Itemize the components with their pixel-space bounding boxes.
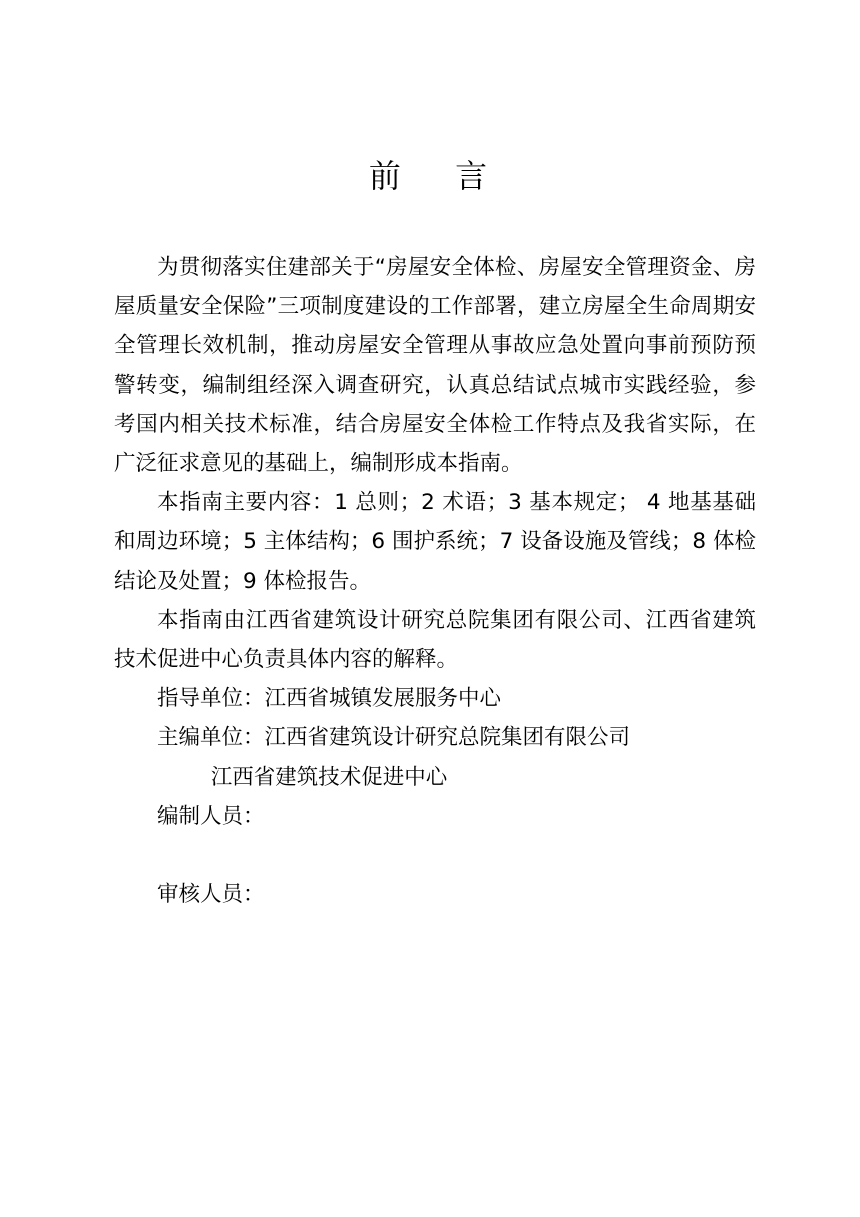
- blank-space: [114, 836, 756, 875]
- editors-label: 编制人员：: [157, 803, 265, 829]
- chief-editor-unit-second-line: 江西省建筑技术促进中心: [210, 764, 448, 790]
- paragraph-interpretation: 本指南由江西省建筑设计研究总院集团有限公司、江西省建筑技术促进中心负责具体内容的解释。: [114, 607, 756, 673]
- page-title: 前 言: [368, 157, 510, 195]
- preface-body: [114, 248, 756, 914]
- paragraph-purpose: 为贯彻落实住建部关于“房屋安全体检、房屋安全管理资金、房屋质量安全保险”三项制度建设的工作部署，建立房屋全生命周期安全管理长效机制，推动房屋安全管理从事故应急处置向事前预防预警转变，编制组经深入调查研究，认真总结试点城市实践经验，参考国内相关技术标准，结合房屋安全体检工作特点及我省实际，在广泛征求意见的基础上，编制形成本指南。: [114, 255, 756, 477]
- paragraph-contents: 本指南主要内容：1 总则；2 术语；3 基本规定； 4 地基基础和周边环境；5 主体结构；6 围护系统；7 设备设施及管线；8 体检结论及处置；9 体检报告。: [114, 490, 756, 594]
- chief-editor-unit-line: 主编单位：江西省建筑设计研究总院集团有限公司: [157, 725, 631, 751]
- guide-unit-line: 指导单位：江西省城镇发展服务中心: [157, 686, 502, 712]
- reviewers-label: 审核人员：: [157, 882, 265, 908]
